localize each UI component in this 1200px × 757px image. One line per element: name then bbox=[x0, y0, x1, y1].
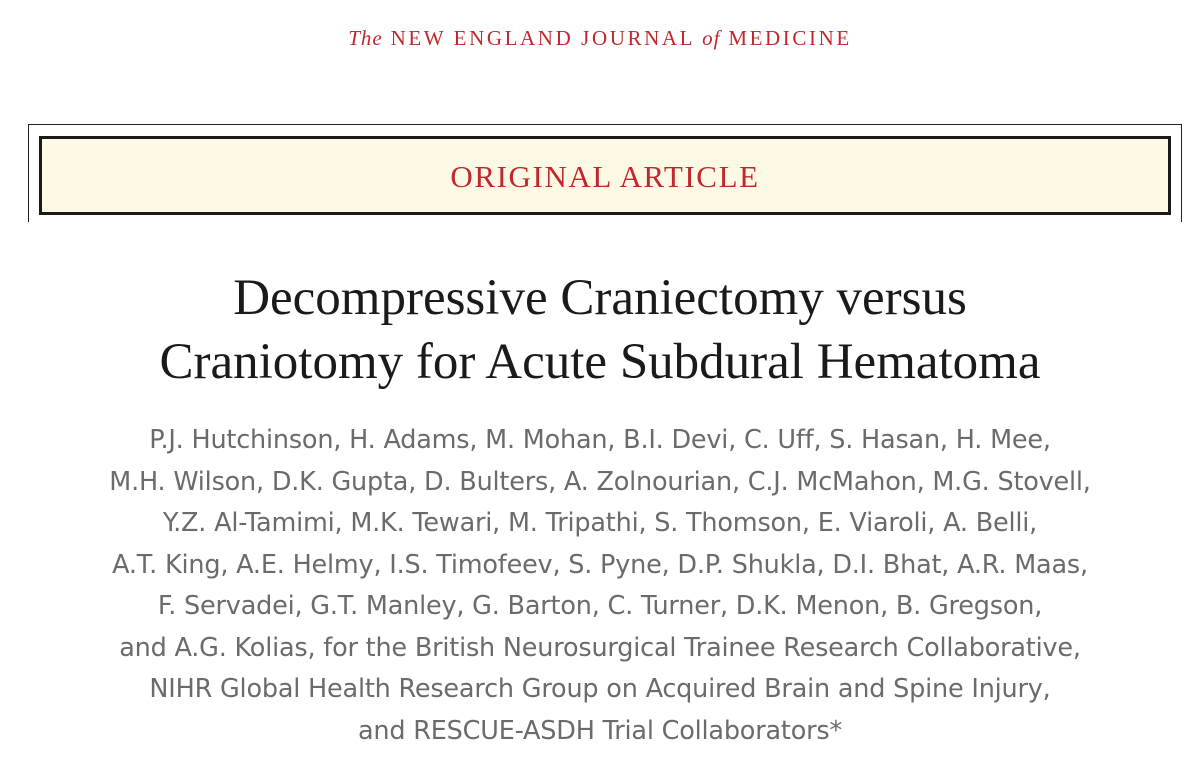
title-line: Decompressive Craniectomy versus bbox=[233, 270, 967, 326]
author-line: and RESCUE-ASDH Trial Collaborators* bbox=[357, 715, 843, 746]
author-line: A.T. King, A.E. Helmy, I.S. Timofeev, S. Pyne, D.P. Shukla, D.I. Bhat, A.R. Maas, bbox=[112, 549, 1088, 580]
section-label: ORIGINAL ARTICLE bbox=[450, 158, 760, 194]
title-line: Craniotomy for Acute Subdural Hematoma bbox=[159, 334, 1041, 390]
author-list bbox=[0, 420, 1200, 752]
author-line: M.H. Wilson, D.K. Gupta, D. Bulters, A. Zolnourian, C.J. McMahon, M.G. Stovell, bbox=[109, 466, 1091, 497]
author-line: Y.Z. Al-Tamimi, M.K. Tewari, M. Tripathi, S. Thomson, E. Viaroli, A. Belli, bbox=[162, 508, 1038, 538]
journal-subject: MEDICINE bbox=[728, 26, 852, 50]
journal-prefix: The bbox=[348, 26, 383, 50]
author-line: and A.G. Kolias, for the British Neurosurgical Trainee Research Collaborative, bbox=[119, 632, 1081, 663]
journal-masthead bbox=[0, 26, 1200, 51]
section-banner bbox=[39, 136, 1171, 215]
journal-name: NEW ENGLAND JOURNAL bbox=[390, 26, 695, 50]
author-line: NIHR Global Health Research Group on Acquired Brain and Spine Injury, bbox=[149, 674, 1051, 704]
article-title bbox=[0, 266, 1200, 394]
author-line: F. Servadei, G.T. Manley, G. Barton, C. Turner, D.K. Menon, B. Gregson, bbox=[157, 591, 1043, 621]
author-line: P.J. Hutchinson, H. Adams, M. Mohan, B.I. Devi, C. Uff, S. Hasan, H. Mee, bbox=[149, 425, 1051, 455]
journal-of: of bbox=[702, 26, 721, 50]
